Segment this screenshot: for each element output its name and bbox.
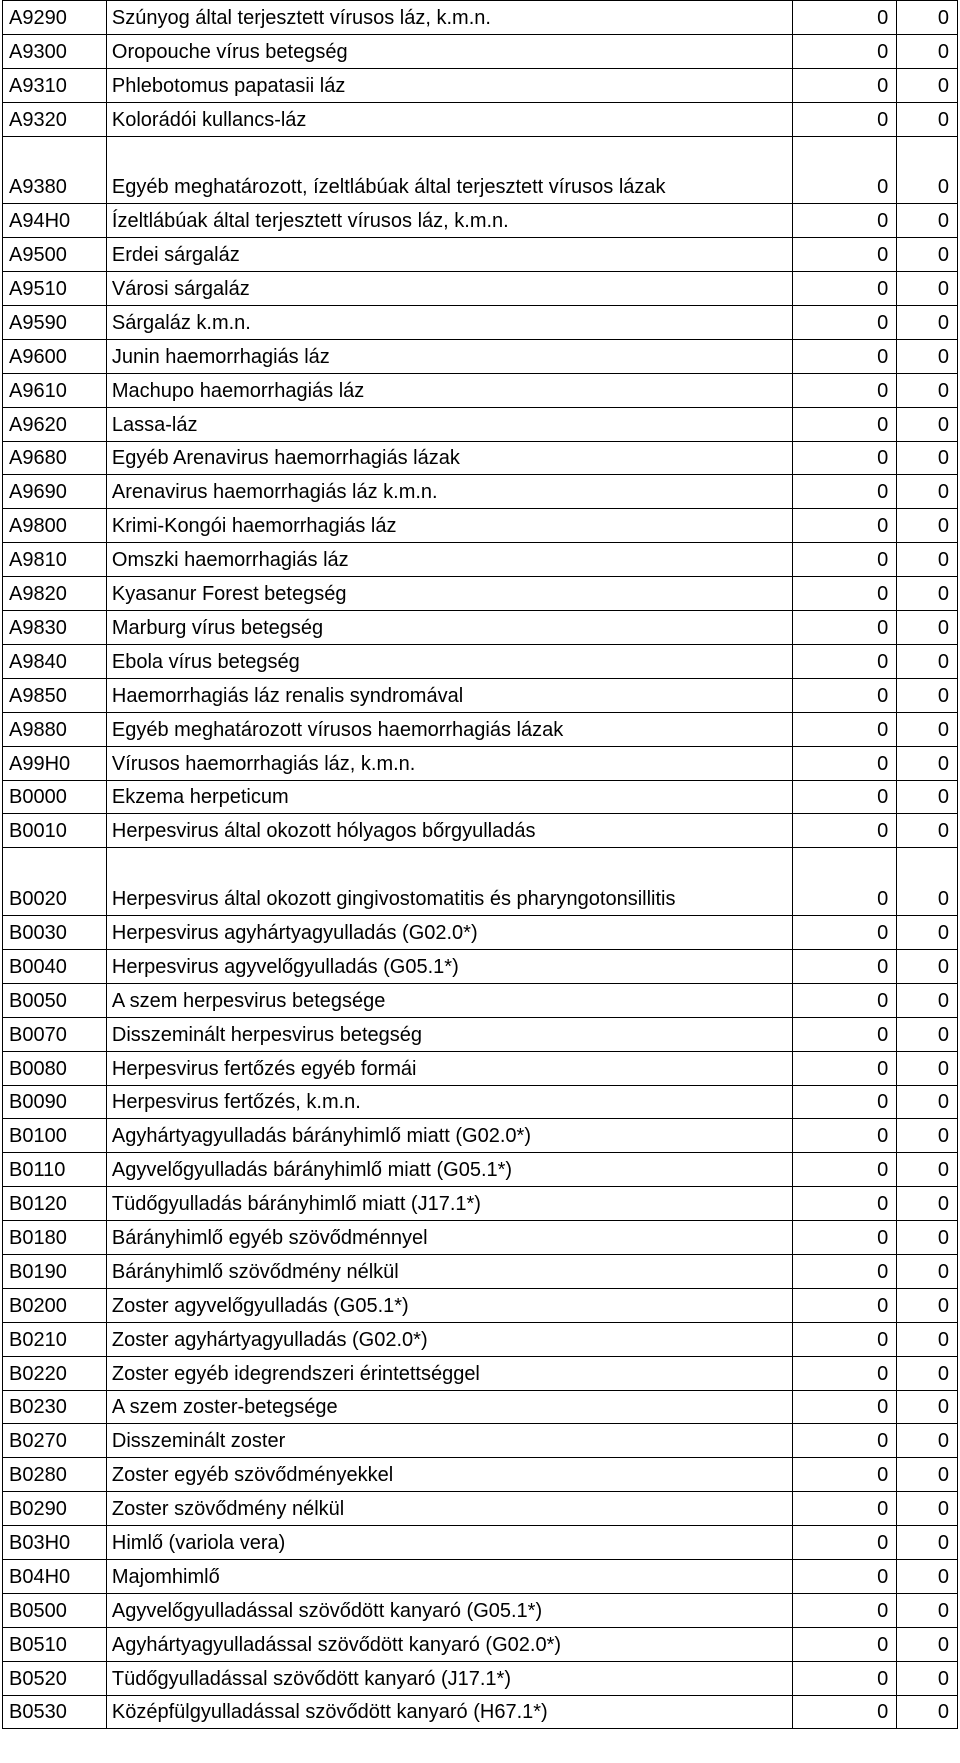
- code-cell: B0270: [3, 1424, 107, 1458]
- code-cell: A9510: [3, 272, 107, 306]
- table-row: [3, 746, 958, 780]
- description-cell: Arenavirus haemorrhagiás láz k.m.n.: [106, 475, 792, 509]
- value-1-cell: 0: [793, 238, 897, 272]
- description-cell: Himlő (variola vera): [106, 1526, 792, 1560]
- code-cell: A9840: [3, 644, 107, 678]
- value-2-cell: 0: [897, 1153, 958, 1187]
- code-cell: A9680: [3, 441, 107, 475]
- table-row: [3, 34, 958, 68]
- value-1-cell: 0: [793, 814, 897, 848]
- code-cell: A9690: [3, 475, 107, 509]
- table-row: [3, 136, 958, 204]
- code-cell: B0070: [3, 1017, 107, 1051]
- description-cell: Vírusos haemorrhagiás láz, k.m.n.: [106, 746, 792, 780]
- table-row: [3, 441, 958, 475]
- value-1-cell: 0: [793, 1, 897, 35]
- value-2-cell: 0: [897, 916, 958, 950]
- description-cell: Kolorádói kullancs-láz: [106, 102, 792, 136]
- table-row: [3, 712, 958, 746]
- table-row: [3, 543, 958, 577]
- value-2-cell: 0: [897, 1661, 958, 1695]
- code-cell: A9800: [3, 509, 107, 543]
- code-cell: B0100: [3, 1119, 107, 1153]
- value-1-cell: 0: [793, 441, 897, 475]
- value-1-cell: 0: [793, 916, 897, 950]
- code-cell: A9590: [3, 306, 107, 340]
- code-cell: B0020: [3, 848, 107, 916]
- value-1-cell: 0: [793, 949, 897, 983]
- value-2-cell: 0: [897, 441, 958, 475]
- table-row: [3, 204, 958, 238]
- table-row: [3, 1356, 958, 1390]
- description-cell: Herpesvirus által okozott hólyagos bőrgyulladás: [106, 814, 792, 848]
- value-2-cell: 0: [897, 306, 958, 340]
- code-cell: B0010: [3, 814, 107, 848]
- value-2-cell: 0: [897, 475, 958, 509]
- value-2-cell: 0: [897, 1085, 958, 1119]
- description-cell: Kyasanur Forest betegség: [106, 577, 792, 611]
- description-cell: Sárgaláz k.m.n.: [106, 306, 792, 340]
- value-2-cell: 0: [897, 1119, 958, 1153]
- table-row: [3, 238, 958, 272]
- description-cell: Egyéb meghatározott, ízeltlábúak által terjesztett vírusos lázak: [106, 136, 792, 204]
- value-1-cell: 0: [793, 1492, 897, 1526]
- value-1-cell: 0: [793, 1593, 897, 1627]
- table-row: [3, 339, 958, 373]
- table-row: [3, 678, 958, 712]
- description-cell: Agyhártyagyulladás bárányhimlő miatt (G02.0*): [106, 1119, 792, 1153]
- code-cell: B03H0: [3, 1526, 107, 1560]
- code-cell: A9810: [3, 543, 107, 577]
- table-row: [3, 1051, 958, 1085]
- value-1-cell: 0: [793, 1017, 897, 1051]
- value-1-cell: 0: [793, 1221, 897, 1255]
- value-2-cell: 0: [897, 780, 958, 814]
- value-2-cell: 0: [897, 373, 958, 407]
- value-1-cell: 0: [793, 204, 897, 238]
- table-row: [3, 1458, 958, 1492]
- value-2-cell: 0: [897, 1356, 958, 1390]
- description-cell: Zoster agyhártyagyulladás (G02.0*): [106, 1322, 792, 1356]
- description-cell: Junin haemorrhagiás láz: [106, 339, 792, 373]
- table-row: [3, 475, 958, 509]
- code-cell: B0280: [3, 1458, 107, 1492]
- value-1-cell: 0: [793, 339, 897, 373]
- value-1-cell: 0: [793, 68, 897, 102]
- code-cell: A9310: [3, 68, 107, 102]
- table-row: [3, 1254, 958, 1288]
- code-cell: A94H0: [3, 204, 107, 238]
- table-row: [3, 611, 958, 645]
- table-row: [3, 1661, 958, 1695]
- code-cell: B0030: [3, 916, 107, 950]
- value-1-cell: 0: [793, 102, 897, 136]
- value-2-cell: 0: [897, 1322, 958, 1356]
- table-row: [3, 373, 958, 407]
- value-2-cell: 0: [897, 1017, 958, 1051]
- value-2-cell: 0: [897, 814, 958, 848]
- description-cell: Bárányhimlő egyéb szövődménnyel: [106, 1221, 792, 1255]
- description-cell: Haemorrhagiás láz renalis syndromával: [106, 678, 792, 712]
- code-cell: A99H0: [3, 746, 107, 780]
- table-row: [3, 102, 958, 136]
- value-2-cell: 0: [897, 1, 958, 35]
- value-1-cell: 0: [793, 306, 897, 340]
- code-cell: B04H0: [3, 1560, 107, 1594]
- description-cell: Városi sárgaláz: [106, 272, 792, 306]
- value-2-cell: 0: [897, 238, 958, 272]
- code-cell: B0110: [3, 1153, 107, 1187]
- code-cell: B0200: [3, 1288, 107, 1322]
- value-2-cell: 0: [897, 644, 958, 678]
- code-cell: B0190: [3, 1254, 107, 1288]
- description-cell: Lassa-láz: [106, 407, 792, 441]
- description-cell: Disszeminált zoster: [106, 1424, 792, 1458]
- value-1-cell: 0: [793, 1356, 897, 1390]
- table-row: [3, 949, 958, 983]
- table-row: [3, 1390, 958, 1424]
- value-2-cell: 0: [897, 68, 958, 102]
- code-cell: A9500: [3, 238, 107, 272]
- description-cell: Tüdőgyulladás bárányhimlő miatt (J17.1*): [106, 1187, 792, 1221]
- value-1-cell: 0: [793, 1254, 897, 1288]
- value-1-cell: 0: [793, 475, 897, 509]
- description-cell: Agyhártyagyulladással szövődött kanyaró (G02.0*): [106, 1627, 792, 1661]
- table-row: [3, 1221, 958, 1255]
- value-1-cell: 0: [793, 577, 897, 611]
- description-cell: Ebola vírus betegség: [106, 644, 792, 678]
- table-row: [3, 1085, 958, 1119]
- value-2-cell: 0: [897, 509, 958, 543]
- value-2-cell: 0: [897, 1288, 958, 1322]
- value-1-cell: 0: [793, 1051, 897, 1085]
- value-2-cell: 0: [897, 1187, 958, 1221]
- description-cell: Egyéb Arenavirus haemorrhagiás lázak: [106, 441, 792, 475]
- table-row: [3, 1187, 958, 1221]
- value-1-cell: 0: [793, 1153, 897, 1187]
- value-1-cell: 0: [793, 611, 897, 645]
- description-cell: Phlebotomus papatasii láz: [106, 68, 792, 102]
- table-row: [3, 1695, 958, 1729]
- table-body: [3, 1, 958, 1729]
- table-row: [3, 1424, 958, 1458]
- value-2-cell: 0: [897, 34, 958, 68]
- code-cell: B0090: [3, 1085, 107, 1119]
- value-1-cell: 0: [793, 1119, 897, 1153]
- description-cell: Zoster egyéb szövődményekkel: [106, 1458, 792, 1492]
- table-row: [3, 272, 958, 306]
- description-cell: Tüdőgyulladással szövődött kanyaró (J17.1*): [106, 1661, 792, 1695]
- value-2-cell: 0: [897, 1254, 958, 1288]
- table-row: [3, 780, 958, 814]
- description-cell: Marburg vírus betegség: [106, 611, 792, 645]
- value-1-cell: 0: [793, 1458, 897, 1492]
- value-2-cell: 0: [897, 746, 958, 780]
- value-2-cell: 0: [897, 678, 958, 712]
- value-1-cell: 0: [793, 848, 897, 916]
- value-2-cell: 0: [897, 1221, 958, 1255]
- description-cell: Ekzema herpeticum: [106, 780, 792, 814]
- description-cell: Agyvelőgyulladással szövődött kanyaró (G05.1*): [106, 1593, 792, 1627]
- value-1-cell: 0: [793, 1187, 897, 1221]
- table-row: [3, 1153, 958, 1187]
- table-row: [3, 1017, 958, 1051]
- description-cell: Szúnyog által terjesztett vírusos láz, k.m.n.: [106, 1, 792, 35]
- value-2-cell: 0: [897, 712, 958, 746]
- value-1-cell: 0: [793, 1390, 897, 1424]
- description-cell: Zoster egyéb idegrendszeri érintettséggel: [106, 1356, 792, 1390]
- value-2-cell: 0: [897, 543, 958, 577]
- table-row: [3, 848, 958, 916]
- value-2-cell: 0: [897, 949, 958, 983]
- value-1-cell: 0: [793, 678, 897, 712]
- code-cell: A9830: [3, 611, 107, 645]
- value-2-cell: 0: [897, 1051, 958, 1085]
- value-2-cell: 0: [897, 102, 958, 136]
- diagnosis-code-table: [2, 0, 958, 1729]
- code-cell: A9320: [3, 102, 107, 136]
- table-row: [3, 644, 958, 678]
- description-cell: Omszki haemorrhagiás láz: [106, 543, 792, 577]
- value-2-cell: 0: [897, 848, 958, 916]
- value-2-cell: 0: [897, 1526, 958, 1560]
- description-cell: A szem herpesvirus betegsége: [106, 983, 792, 1017]
- code-cell: A9300: [3, 34, 107, 68]
- code-cell: B0040: [3, 949, 107, 983]
- description-cell: Herpesvirus agyhártyagyulladás (G02.0*): [106, 916, 792, 950]
- code-cell: B0180: [3, 1221, 107, 1255]
- value-2-cell: 0: [897, 983, 958, 1017]
- value-1-cell: 0: [793, 407, 897, 441]
- value-2-cell: 0: [897, 407, 958, 441]
- description-cell: Machupo haemorrhagiás láz: [106, 373, 792, 407]
- value-2-cell: 0: [897, 204, 958, 238]
- code-cell: B0220: [3, 1356, 107, 1390]
- code-cell: B0120: [3, 1187, 107, 1221]
- code-cell: B0050: [3, 983, 107, 1017]
- description-cell: Herpesvirus agyvelőgyulladás (G05.1*): [106, 949, 792, 983]
- value-1-cell: 0: [793, 1085, 897, 1119]
- description-cell: Erdei sárgaláz: [106, 238, 792, 272]
- description-cell: A szem zoster-betegsége: [106, 1390, 792, 1424]
- description-cell: Herpesvirus által okozott gingivostomatitis és pharyngotonsillitis: [106, 848, 792, 916]
- table-row: [3, 577, 958, 611]
- code-cell: A9620: [3, 407, 107, 441]
- code-cell: B0080: [3, 1051, 107, 1085]
- table-row: [3, 1119, 958, 1153]
- table-row: [3, 1492, 958, 1526]
- table-row: [3, 1526, 958, 1560]
- description-cell: Bárányhimlő szövődmény nélkül: [106, 1254, 792, 1288]
- table-row: [3, 983, 958, 1017]
- table-row: [3, 509, 958, 543]
- value-1-cell: 0: [793, 543, 897, 577]
- value-2-cell: 0: [897, 577, 958, 611]
- value-1-cell: 0: [793, 1560, 897, 1594]
- code-cell: A9880: [3, 712, 107, 746]
- description-cell: Ízeltlábúak által terjesztett vírusos láz, k.m.n.: [106, 204, 792, 238]
- description-cell: Disszeminált herpesvirus betegség: [106, 1017, 792, 1051]
- table-row: [3, 1593, 958, 1627]
- code-cell: A9380: [3, 136, 107, 204]
- value-2-cell: 0: [897, 1627, 958, 1661]
- code-cell: B0290: [3, 1492, 107, 1526]
- value-2-cell: 0: [897, 272, 958, 306]
- value-2-cell: 0: [897, 1593, 958, 1627]
- value-2-cell: 0: [897, 136, 958, 204]
- code-cell: A9610: [3, 373, 107, 407]
- table-row: [3, 1322, 958, 1356]
- value-2-cell: 0: [897, 339, 958, 373]
- description-cell: Krimi-Kongói haemorrhagiás láz: [106, 509, 792, 543]
- value-1-cell: 0: [793, 1424, 897, 1458]
- value-1-cell: 0: [793, 34, 897, 68]
- code-cell: B0510: [3, 1627, 107, 1661]
- table-row: [3, 1560, 958, 1594]
- table-row: [3, 1288, 958, 1322]
- value-1-cell: 0: [793, 373, 897, 407]
- value-2-cell: 0: [897, 1424, 958, 1458]
- code-cell: B0000: [3, 780, 107, 814]
- table-row: [3, 306, 958, 340]
- value-1-cell: 0: [793, 1526, 897, 1560]
- code-cell: A9820: [3, 577, 107, 611]
- description-cell: Zoster szövődmény nélkül: [106, 1492, 792, 1526]
- description-cell: Egyéb meghatározott vírusos haemorrhagiás lázak: [106, 712, 792, 746]
- description-cell: Agyvelőgyulladás bárányhimlő miatt (G05.1*): [106, 1153, 792, 1187]
- value-2-cell: 0: [897, 1390, 958, 1424]
- table-row: [3, 916, 958, 950]
- value-1-cell: 0: [793, 983, 897, 1017]
- table-row: [3, 68, 958, 102]
- value-1-cell: 0: [793, 272, 897, 306]
- code-cell: A9600: [3, 339, 107, 373]
- table-row: [3, 814, 958, 848]
- description-cell: Herpesvirus fertőzés egyéb formái: [106, 1051, 792, 1085]
- description-cell: Középfülgyulladással szövődött kanyaró (H67.1*): [106, 1695, 792, 1729]
- value-2-cell: 0: [897, 1695, 958, 1729]
- description-cell: Herpesvirus fertőzés, k.m.n.: [106, 1085, 792, 1119]
- value-1-cell: 0: [793, 1288, 897, 1322]
- table-row: [3, 1, 958, 35]
- value-1-cell: 0: [793, 1661, 897, 1695]
- value-1-cell: 0: [793, 746, 897, 780]
- description-cell: Zoster agyvelőgyulladás (G05.1*): [106, 1288, 792, 1322]
- value-1-cell: 0: [793, 712, 897, 746]
- description-cell: Oropouche vírus betegség: [106, 34, 792, 68]
- table-row: [3, 1627, 958, 1661]
- value-2-cell: 0: [897, 611, 958, 645]
- table-row: [3, 407, 958, 441]
- value-1-cell: 0: [793, 1695, 897, 1729]
- value-2-cell: 0: [897, 1560, 958, 1594]
- code-cell: B0530: [3, 1695, 107, 1729]
- value-1-cell: 0: [793, 1322, 897, 1356]
- value-1-cell: 0: [793, 136, 897, 204]
- value-1-cell: 0: [793, 780, 897, 814]
- value-1-cell: 0: [793, 509, 897, 543]
- code-cell: B0520: [3, 1661, 107, 1695]
- value-1-cell: 0: [793, 1627, 897, 1661]
- value-2-cell: 0: [897, 1458, 958, 1492]
- code-cell: B0500: [3, 1593, 107, 1627]
- code-cell: B0210: [3, 1322, 107, 1356]
- code-cell: A9850: [3, 678, 107, 712]
- code-cell: B0230: [3, 1390, 107, 1424]
- value-1-cell: 0: [793, 644, 897, 678]
- description-cell: Majomhimlő: [106, 1560, 792, 1594]
- value-2-cell: 0: [897, 1492, 958, 1526]
- code-cell: A9290: [3, 1, 107, 35]
